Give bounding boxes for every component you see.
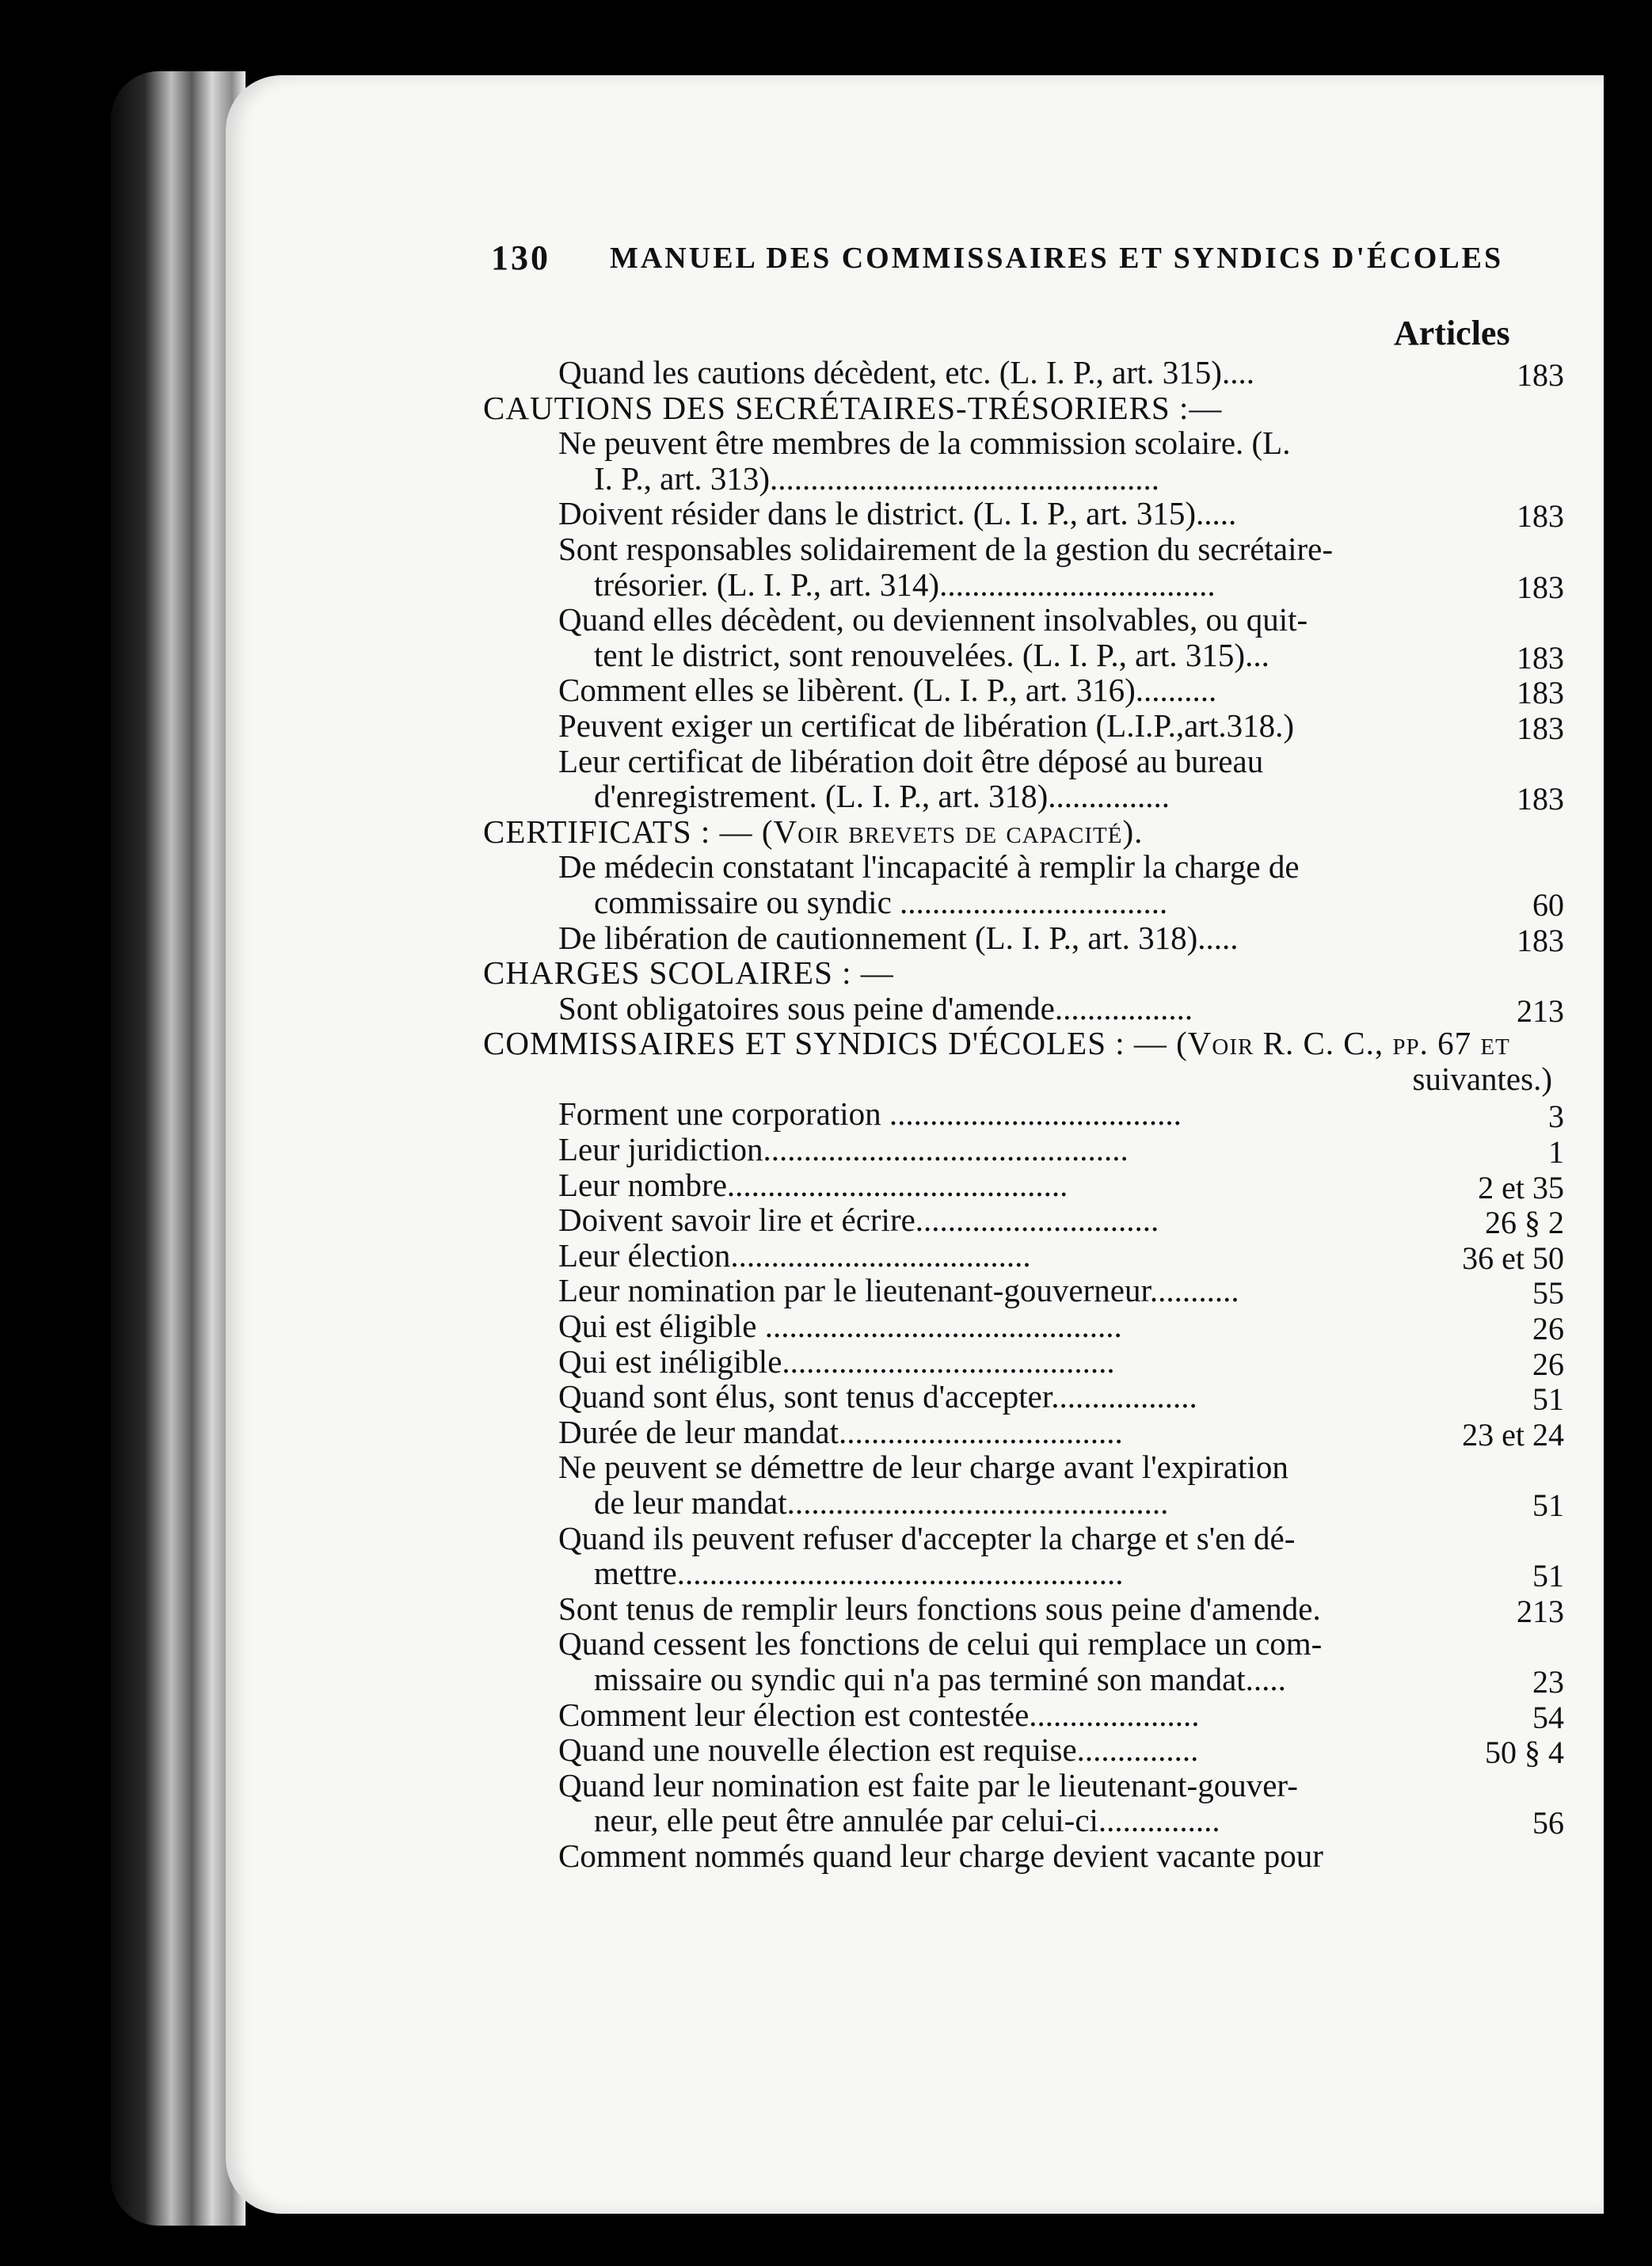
entry-text: Quand cessent les fonctions de celui qui remplace un com- <box>558 1625 1323 1662</box>
index-entry <box>483 1484 1564 1523</box>
running-head: MANUEL DES COMMISSAIRES ET SYNDICS D'ÉCOLES <box>610 242 1504 275</box>
index-entry <box>483 1166 1564 1205</box>
index-entry <box>483 778 1564 817</box>
index-entry <box>483 566 1564 605</box>
entry-text: Leur nomination par le lieutenant-gouverneur........... <box>558 1272 1239 1309</box>
entry-text: suivantes.) <box>1412 1060 1552 1097</box>
index-entry <box>483 1521 1552 1556</box>
entry-text: Leur nombre.......................................... <box>558 1166 1068 1203</box>
entry-text: Comment leur élection est contestée..................... <box>558 1696 1200 1733</box>
index-entry <box>483 1342 1564 1382</box>
entry-text: De médecin constatant l'incapacité à remplir la charge de <box>558 848 1300 885</box>
article-reference: 50 § 4 <box>1485 1735 1564 1771</box>
entry-text: Ne peuvent se démettre de leur charge avant l'expiration <box>558 1449 1288 1486</box>
entry-text: Quand leur nomination est faite par le lieutenant-gouver- <box>558 1766 1298 1803</box>
index-entry <box>483 531 1552 567</box>
entry-text: COMMISSAIRES ET SYNDICS D'ÉCOLES : — (Voir R. C. C., pp. 67 et <box>483 1025 1510 1062</box>
entry-text: tent le district, sont renouvelées. (L. I. P., art. 315)... <box>594 636 1269 673</box>
entry-text: Doivent résider dans le district. (L. I. P., art. 315)..... <box>558 495 1237 532</box>
entry-text: de leur mandat............................................... <box>594 1484 1169 1521</box>
index-entry <box>483 1272 1564 1312</box>
index-entry <box>483 919 1564 958</box>
articles-column-heading: Articles <box>1394 314 1510 352</box>
entry-text: Qui est inéligible......................................... <box>558 1342 1115 1380</box>
page-header <box>491 238 1600 285</box>
index-entry <box>483 1555 1564 1594</box>
entry-text: Qui est éligible ............................................ <box>558 1308 1122 1345</box>
article-reference: 56 <box>1532 1805 1564 1841</box>
index-entry <box>483 1236 1564 1276</box>
entry-text: Sont obligatoires sous peine d'amende................. <box>558 989 1193 1026</box>
index-entry <box>483 1696 1564 1735</box>
article-reference: 23 <box>1532 1663 1564 1700</box>
index-entry <box>483 1590 1564 1629</box>
index-entries <box>483 354 1564 1874</box>
article-reference: 183 <box>1517 675 1564 711</box>
entry-text: Leur certificat de libération doit être déposé au bureau <box>558 742 1264 779</box>
entry-text: Comment nommés quand leur charge devient vacante pour <box>558 1837 1323 1874</box>
index-entry <box>483 602 1552 638</box>
article-reference: 183 <box>1517 710 1564 746</box>
article-reference: 183 <box>1517 781 1564 817</box>
entry-text: Doivent savoir lire et écrire.............................. <box>558 1202 1159 1239</box>
index-entry <box>483 354 1564 393</box>
index-entry <box>483 672 1564 711</box>
entry-text: Durée de leur mandat................................... <box>558 1413 1123 1450</box>
entry-text: Quand elles décèdent, ou deviennent insolvables, ou quit- <box>558 601 1308 638</box>
index-entry <box>483 495 1564 535</box>
index-entry <box>483 1061 1552 1097</box>
index-entry <box>483 1768 1552 1803</box>
article-reference: 213 <box>1517 1593 1564 1629</box>
index-entry <box>483 1095 1564 1135</box>
article-reference: 1 <box>1548 1134 1564 1171</box>
index-entry <box>483 1131 1564 1171</box>
index-entry <box>483 989 1564 1029</box>
index-entry <box>483 883 1564 923</box>
article-reference: 23 et 24 <box>1462 1416 1564 1453</box>
entry-text: CHARGES SCOLAIRES : — <box>483 954 894 992</box>
index-entry <box>483 1308 1564 1347</box>
index-entry <box>483 636 1564 676</box>
index-entry <box>483 849 1552 885</box>
entry-text: Quand les cautions décèdent, etc. (L. I. P., art. 315).... <box>558 354 1254 390</box>
index-entry <box>483 1413 1564 1453</box>
entry-text: De libération de cautionnement (L. I. P., art. 318)..... <box>558 919 1239 956</box>
entry-text: Leur élection..................................... <box>558 1236 1031 1274</box>
article-reference: 213 <box>1517 992 1564 1029</box>
article-reference: 26 <box>1532 1311 1564 1347</box>
entry-text: commissaire ou syndic ................................. <box>594 883 1168 920</box>
entry-text: missaire ou syndic qui n'a pas terminé son mandat..... <box>594 1660 1286 1697</box>
entry-text: Forment une corporation .................................... <box>558 1095 1182 1133</box>
index-entry <box>483 706 1564 746</box>
article-reference: 3 <box>1548 1099 1564 1135</box>
entry-text: Quand une nouvelle élection est requise............... <box>558 1731 1199 1769</box>
article-reference: 51 <box>1532 1487 1564 1523</box>
article-reference: 54 <box>1532 1699 1564 1735</box>
index-heading <box>483 1026 1552 1061</box>
article-reference: 183 <box>1517 922 1564 958</box>
article-reference: 55 <box>1532 1275 1564 1312</box>
entry-text: Sont responsables solidairement de la gestion du secrétaire- <box>558 530 1334 567</box>
page-number: 130 <box>491 238 550 277</box>
entry-text: I. P., art. 313)................................................ <box>594 459 1160 497</box>
article-reference: 183 <box>1517 498 1564 535</box>
entry-text: CERTIFICATS : — (Voir brevets de capacité). <box>483 813 1144 850</box>
entry-text: mettre....................................................... <box>594 1555 1124 1592</box>
entry-text: Comment elles se libèrent. (L. I. P., art. 316).......... <box>558 672 1217 709</box>
article-reference: 2 et 35 <box>1478 1169 1564 1205</box>
index-entry <box>483 1802 1564 1841</box>
article-reference: 26 § 2 <box>1485 1205 1564 1241</box>
index-entry <box>483 744 1552 779</box>
article-reference: 183 <box>1517 357 1564 393</box>
index-entry <box>483 1626 1552 1662</box>
article-reference: 26 <box>1532 1346 1564 1382</box>
entry-text: Sont tenus de remplir leurs fonctions sous peine d'amende. <box>558 1590 1321 1627</box>
index-entry <box>483 1731 1564 1771</box>
entry-text: Quand sont élus, sont tenus d'accepter.................. <box>558 1378 1197 1415</box>
index-entry <box>483 1378 1564 1418</box>
index-entry <box>483 1660 1564 1700</box>
index-entry <box>483 1838 1552 1874</box>
article-reference: 51 <box>1532 1558 1564 1594</box>
article-reference: 36 et 50 <box>1462 1240 1564 1276</box>
entry-text: neur, elle peut être annulée par celui-ci............... <box>594 1802 1220 1839</box>
entry-text: d'enregistrement. (L. I. P., art. 318)............... <box>594 778 1170 815</box>
entry-text: CAUTIONS DES SECRÉTAIRES-TRÉSORIERS :— <box>483 389 1223 426</box>
article-reference: 51 <box>1532 1381 1564 1418</box>
index-entry <box>483 461 1552 497</box>
entry-text: trésorier. (L. I. P., art. 314).................................. <box>594 566 1216 603</box>
article-reference: 183 <box>1517 569 1564 605</box>
index-entry <box>483 425 1552 461</box>
entry-text: Leur juridiction............................................. <box>558 1131 1129 1168</box>
article-reference: 183 <box>1517 639 1564 676</box>
index-heading <box>483 955 1552 991</box>
article-reference: 60 <box>1532 886 1564 923</box>
entry-text: Ne peuvent être membres de la commission scolaire. (L. <box>558 425 1291 462</box>
entry-text: Quand ils peuvent refuser d'accepter la charge et s'en dé- <box>558 1519 1296 1556</box>
index-entry <box>483 1449 1552 1485</box>
index-heading <box>483 814 1552 850</box>
index-heading <box>483 390 1552 426</box>
entry-text: Peuvent exiger un certificat de libération (L.I.P.,art.318.) <box>558 706 1295 744</box>
index-entry <box>483 1202 1564 1241</box>
